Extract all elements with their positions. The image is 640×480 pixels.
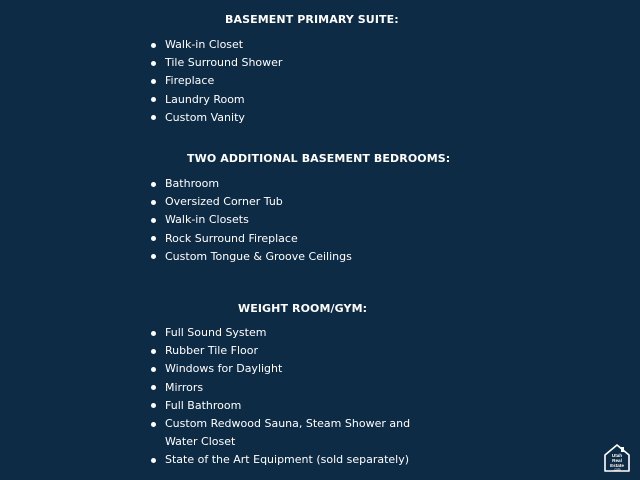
logo-text-line-2: Real <box>612 458 622 463</box>
list-item: Fireplace <box>150 72 282 90</box>
feature-list <box>150 175 352 266</box>
utah-real-estate-logo <box>602 442 632 472</box>
list-item: Custom Tongue & Groove Ceilings <box>150 248 352 266</box>
list-item: Rock Surround Fireplace <box>150 230 352 248</box>
list-item: Mirrors <box>150 379 410 397</box>
list-item: Laundry Room <box>150 91 282 109</box>
list-item: Full Sound System <box>150 324 410 342</box>
section-heading: WEIGHT ROOM/GYM: <box>238 302 368 315</box>
feature-list <box>150 36 282 127</box>
list-item: State of the Art Equipment (sold separately) <box>150 451 410 469</box>
list-item: Rubber Tile Floor <box>150 342 410 360</box>
logo-text-line-3: Estate <box>610 463 624 468</box>
list-item: Windows for Daylight <box>150 360 410 378</box>
list-item: Walk-in Closets <box>150 211 352 229</box>
list-item: Custom Vanity <box>150 109 282 127</box>
section-heading: TWO ADDITIONAL BASEMENT BEDROOMS: <box>187 152 451 165</box>
list-item: Full Bathroom <box>150 397 410 415</box>
list-item <box>150 415 410 451</box>
list-item: Bathroom <box>150 175 352 193</box>
list-item: Oversized Corner Tub <box>150 193 352 211</box>
feature-list <box>150 324 410 470</box>
list-item: Tile Surround Shower <box>150 54 282 72</box>
list-item-line-1: Custom Redwood Sauna, Steam Shower and <box>165 417 411 431</box>
logo-text-line-1: Utah <box>611 453 623 458</box>
list-item-line-2: Water Closet <box>165 435 236 449</box>
logo-text-line-4: .com <box>613 467 621 472</box>
list-item: Walk-in Closet <box>150 36 282 54</box>
section-heading: BASEMENT PRIMARY SUITE: <box>225 13 399 26</box>
